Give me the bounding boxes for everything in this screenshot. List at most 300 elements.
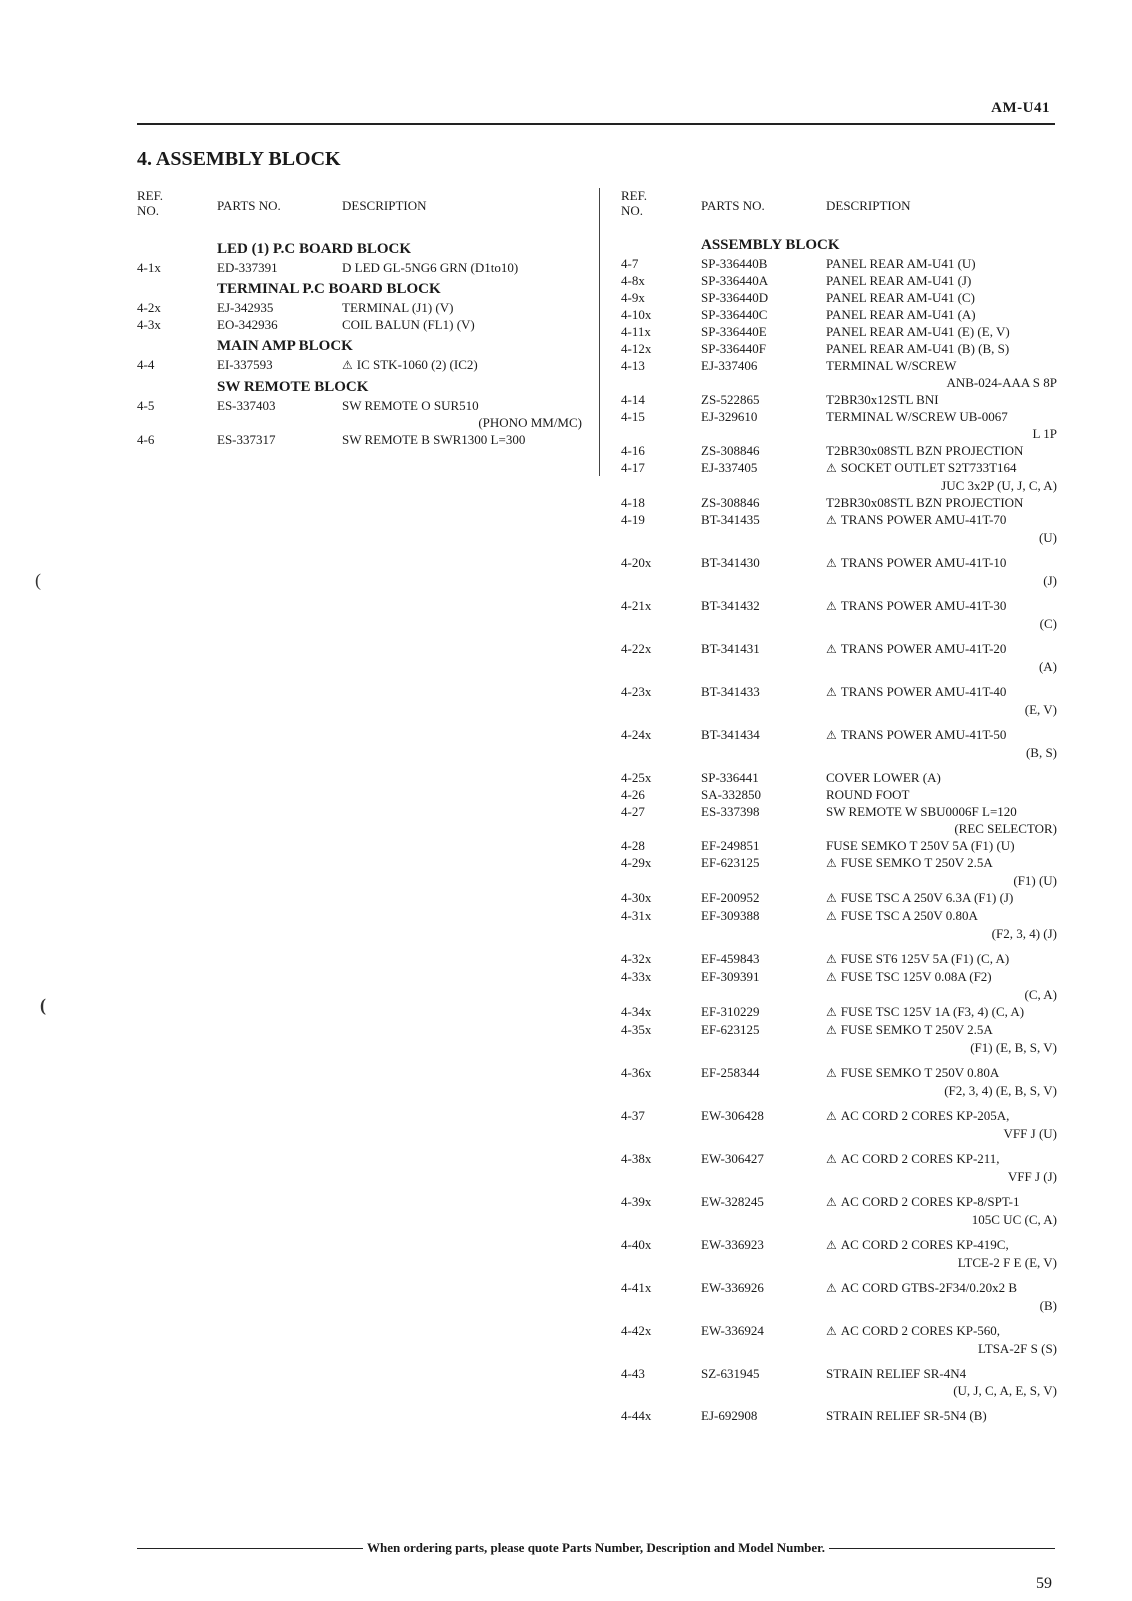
part-number: EF-623125 — [701, 1022, 760, 1037]
ref-no: 4-23x — [621, 684, 652, 699]
part-row — [621, 640, 1057, 658]
ref-no: 4-6 — [137, 432, 155, 447]
caution-triangle-icon: ⚠ — [826, 891, 837, 905]
part-row — [621, 1365, 1057, 1382]
description-text: STRAIN RELIEF SR-4N4 — [826, 1366, 967, 1381]
right-parts-list — [621, 236, 1057, 1424]
ref-no: 4-15 — [621, 409, 645, 424]
description-continuation: VFF J (U) — [1003, 1126, 1057, 1141]
part-row — [137, 299, 582, 316]
part-row — [621, 1407, 1057, 1424]
part-number: SA-332850 — [701, 787, 761, 802]
caution-triangle-icon: ⚠ — [826, 1152, 837, 1166]
part-row — [137, 431, 582, 448]
ref-no: 4-10x — [621, 307, 652, 322]
part-number: EI-337593 — [217, 357, 273, 372]
row-spacer — [621, 546, 1057, 554]
row-spacer — [621, 942, 1057, 950]
part-description — [826, 459, 1057, 477]
part-number: SP-336440A — [701, 273, 769, 288]
part-number: BT-341434 — [701, 727, 760, 742]
description-continuation: (J) — [1043, 573, 1057, 588]
footer-rule — [829, 1548, 1055, 1549]
part-row — [621, 1279, 1057, 1297]
ref-no: 4-38x — [621, 1151, 652, 1166]
part-description — [826, 1193, 1057, 1211]
part-number: BT-341433 — [701, 684, 760, 699]
part-description — [826, 340, 1057, 357]
row-spacer — [621, 632, 1057, 640]
part-number: EW-306428 — [701, 1108, 764, 1123]
description-text: PANEL REAR AM-U41 (U) — [826, 256, 976, 271]
caution-triangle-icon: ⚠ — [826, 856, 837, 870]
description-text: PANEL REAR AM-U41 (E) (E, V) — [826, 324, 1010, 339]
description-text: FUSE SEMKO T 250V 0.80A — [840, 1065, 1000, 1080]
part-row — [621, 968, 1057, 986]
part-description — [826, 494, 1057, 511]
part-description — [826, 554, 1057, 572]
caution-triangle-icon: ⚠ — [826, 1109, 837, 1123]
block-title: LED (1) P.C BOARD BLOCK — [217, 241, 412, 257]
description-text: FUSE SEMKO T 250V 2.5A — [840, 855, 993, 870]
part-row — [621, 408, 1057, 425]
model-number: AM-U41 — [991, 100, 1050, 116]
description-continuation: L 1P — [1032, 426, 1057, 441]
part-row — [621, 323, 1057, 340]
ref-no: 4-43 — [621, 1366, 645, 1381]
part-number: EF-459843 — [701, 951, 760, 966]
description-text: AC CORD 2 CORES KP-211, — [840, 1151, 1000, 1166]
ref-no: 4-18 — [621, 495, 645, 510]
part-description — [826, 1236, 1057, 1254]
block-title: TERMINAL P.C BOARD BLOCK — [217, 281, 441, 297]
part-row — [621, 1322, 1057, 1340]
row-spacer — [621, 1185, 1057, 1193]
description-text: FUSE SEMKO T 250V 2.5A — [840, 1022, 993, 1037]
ref-no: 4-39x — [621, 1194, 652, 1209]
ref-no: 4-44x — [621, 1408, 652, 1423]
part-description — [826, 803, 1057, 820]
part-row — [621, 889, 1057, 907]
caution-triangle-icon: ⚠ — [826, 1324, 837, 1338]
parts-no-header: PARTS NO. — [701, 198, 765, 213]
description-continuation: (U, J, C, A, E, S, V) — [953, 1383, 1057, 1398]
caution-triangle-icon: ⚠ — [826, 952, 837, 966]
description-text: TRANS POWER AMU-41T-40 — [840, 684, 1007, 699]
part-description — [826, 442, 1057, 459]
part-description — [826, 597, 1057, 615]
ref-no: 4-27 — [621, 804, 645, 819]
part-row — [621, 272, 1057, 289]
part-description — [826, 837, 1057, 854]
column-headers — [137, 188, 582, 236]
part-description — [826, 255, 1057, 272]
part-row — [137, 356, 582, 374]
description-continuation: VFF J (J) — [1007, 1169, 1057, 1184]
ref-no: 4-33x — [621, 969, 652, 984]
part-row — [621, 357, 1057, 374]
description-continuation: (U) — [1038, 530, 1057, 545]
ref-no: 4-21x — [621, 598, 652, 613]
part-description — [342, 356, 582, 374]
description-continuation: (REC SELECTOR) — [954, 821, 1057, 836]
part-row — [621, 683, 1057, 701]
ref-no: 4-26 — [621, 787, 645, 802]
part-row — [621, 1150, 1057, 1168]
ref-no: 4-11x — [621, 324, 651, 339]
description-continuation: ANB-024-AAA S 8P — [946, 375, 1057, 390]
ref-no: 4-28 — [621, 838, 645, 853]
part-description — [826, 1150, 1057, 1168]
ref-no: 4-34x — [621, 1004, 652, 1019]
ref-no: 4-41x — [621, 1280, 652, 1295]
row-spacer — [621, 1314, 1057, 1322]
part-row — [621, 726, 1057, 744]
ref-no: 4-5 — [137, 398, 155, 413]
part-row — [621, 1003, 1057, 1021]
description-continuation: (E, V) — [1024, 702, 1057, 717]
description-text: FUSE ST6 125V 5A (F1) (C, A) — [840, 951, 1010, 966]
description-text: FUSE SEMKO T 250V 5A (F1) (U) — [826, 838, 1015, 853]
description-text: TERMINAL (J1) (V) — [342, 300, 454, 315]
description-text: FUSE TSC 125V 0.08A (F2) — [840, 969, 992, 984]
caution-triangle-icon: ⚠ — [826, 1005, 837, 1019]
part-number: EW-336924 — [701, 1323, 764, 1338]
caution-triangle-icon: ⚠ — [826, 1023, 837, 1037]
part-row — [621, 289, 1057, 306]
parts-no-header: PARTS NO. — [217, 198, 281, 213]
part-description — [826, 306, 1057, 323]
part-description — [826, 408, 1057, 425]
part-row — [621, 854, 1057, 872]
part-description — [826, 726, 1057, 744]
ref-no: 4-22x — [621, 641, 652, 656]
description-text: TRANS POWER AMU-41T-30 — [840, 598, 1007, 613]
row-spacer — [621, 1271, 1057, 1279]
caution-triangle-icon: ⚠ — [826, 1238, 837, 1252]
page-number: 59 — [1036, 1575, 1052, 1592]
ref-no: 4-35x — [621, 1022, 652, 1037]
part-number: ZS-308846 — [701, 443, 760, 458]
part-number: SZ-631945 — [701, 1366, 760, 1381]
description-text: AC CORD 2 CORES KP-419C, — [840, 1237, 1009, 1252]
part-description — [826, 1021, 1057, 1039]
description-text: T2BR30x08STL BZN PROJECTION — [826, 495, 1024, 510]
part-row — [621, 554, 1057, 572]
row-spacer — [621, 1399, 1057, 1407]
description-text: ROUND FOOT — [826, 787, 910, 802]
description-continuation: (B) — [1039, 1298, 1057, 1313]
part-number: ZS-522865 — [701, 392, 760, 407]
block-title: MAIN AMP BLOCK — [217, 338, 353, 354]
part-description — [342, 316, 582, 333]
ref-no: 4-7 — [621, 256, 639, 271]
description-text: COIL BALUN (FL1) (V) — [342, 317, 475, 332]
ref-no: 4-9x — [621, 290, 645, 305]
part-number: SP-336440D — [701, 290, 769, 305]
part-number: EW-336926 — [701, 1280, 764, 1295]
part-number: BT-341435 — [701, 512, 760, 527]
part-number: EW-306427 — [701, 1151, 764, 1166]
description-continuation: LTSA-2F S (S) — [978, 1341, 1057, 1356]
description-text: SOCKET OUTLET S2T733T164 — [840, 460, 1017, 475]
description-continuation: 105C UC (C, A) — [971, 1212, 1057, 1227]
part-number: EF-309391 — [701, 969, 760, 984]
part-description — [826, 683, 1057, 701]
right-parts-column — [621, 188, 1057, 1424]
description-text: AC CORD 2 CORES KP-560, — [840, 1323, 1001, 1338]
caution-triangle-icon: ⚠ — [826, 461, 837, 475]
description-continuation: (F2, 3, 4) (E, B, S, V) — [944, 1083, 1057, 1098]
part-number: SP-336441 — [701, 770, 759, 785]
description-text: COVER LOWER (A) — [826, 770, 941, 785]
description-header: DESCRIPTION — [342, 198, 427, 213]
header-rule — [137, 123, 1055, 125]
part-row — [621, 1193, 1057, 1211]
part-description — [342, 397, 582, 414]
ref-no: 4-20x — [621, 555, 652, 570]
ref-no: 4-16 — [621, 443, 645, 458]
description-text: TRANS POWER AMU-41T-50 — [840, 727, 1007, 742]
description-text: FUSE TSC A 250V 6.3A (F1) (J) — [840, 890, 1014, 905]
part-number: SP-336440F — [701, 341, 767, 356]
ref-no: 4-24x — [621, 727, 652, 742]
caution-triangle-icon: ⚠ — [826, 685, 837, 699]
part-number: EW-336923 — [701, 1237, 764, 1252]
part-number: BT-341430 — [701, 555, 760, 570]
part-number: BT-341432 — [701, 598, 760, 613]
ref-no: 4-3x — [137, 317, 161, 332]
description-text: SW REMOTE W SBU0006F L=120 — [826, 804, 1017, 819]
margin-mark: ( — [40, 995, 46, 1015]
part-number: EJ-342935 — [217, 300, 274, 315]
part-row — [621, 391, 1057, 408]
description-continuation: (F1) (E, B, S, V) — [970, 1040, 1057, 1055]
part-description — [826, 1107, 1057, 1125]
ref-no-header: REF. NO. — [137, 188, 164, 218]
ref-no: 4-17 — [621, 460, 645, 475]
part-row — [621, 786, 1057, 803]
part-row — [621, 803, 1057, 820]
part-number: EF-623125 — [701, 855, 760, 870]
part-description — [826, 323, 1057, 340]
description-text: FUSE TSC 125V 1A (F3, 4) (C, A) — [840, 1004, 1025, 1019]
part-description — [826, 1322, 1057, 1340]
description-text: AC CORD 2 CORES KP-8/SPT-1 — [840, 1194, 1020, 1209]
part-row — [621, 837, 1057, 854]
caution-triangle-icon: ⚠ — [826, 909, 837, 923]
part-description — [826, 786, 1057, 803]
part-number: SP-336440C — [701, 307, 768, 322]
part-description — [826, 907, 1057, 925]
description-continuation: JUC 3x2P (U, J, C, A) — [941, 478, 1057, 493]
part-number: EJ-337405 — [701, 460, 758, 475]
ref-no: 4-40x — [621, 1237, 652, 1252]
ref-no: 4-19 — [621, 512, 645, 527]
part-description — [826, 889, 1057, 907]
caution-triangle-icon: ⚠ — [826, 556, 837, 570]
part-row — [621, 340, 1057, 357]
description-text: STRAIN RELIEF SR-5N4 (B) — [826, 1408, 987, 1423]
row-spacer — [621, 1357, 1057, 1365]
description-text: T2BR30x08STL BZN PROJECTION — [826, 443, 1024, 458]
ref-no: 4-12x — [621, 341, 652, 356]
row-spacer — [621, 589, 1057, 597]
description-text: T2BR30x12STL BNI — [826, 392, 939, 407]
margin-mark: ( — [35, 570, 41, 590]
part-number: SP-336440E — [701, 324, 767, 339]
part-row — [621, 511, 1057, 529]
row-spacer — [621, 761, 1057, 769]
description-text: TRANS POWER AMU-41T-20 — [840, 641, 1007, 656]
row-spacer — [621, 1099, 1057, 1107]
left-parts-list — [137, 240, 582, 448]
description-header: DESCRIPTION — [826, 198, 911, 213]
part-row — [621, 1021, 1057, 1039]
part-number: EF-310229 — [701, 1004, 760, 1019]
row-spacer — [621, 675, 1057, 683]
description-text: TERMINAL W/SCREW UB-0067 — [826, 409, 1008, 424]
row-spacer — [621, 1142, 1057, 1150]
description-continuation: (C, A) — [1024, 987, 1057, 1002]
part-description — [826, 1003, 1057, 1021]
part-number: EO-342936 — [217, 317, 278, 332]
part-description — [826, 289, 1057, 306]
left-parts-column — [137, 188, 582, 448]
ordering-note — [137, 1540, 1055, 1556]
ref-no: 4-29x — [621, 855, 652, 870]
description-text: SW REMOTE O SUR510 — [342, 398, 479, 413]
description-text: TRANS POWER AMU-41T-10 — [840, 555, 1007, 570]
ref-no: 4-42x — [621, 1323, 652, 1338]
part-number: EF-249851 — [701, 838, 760, 853]
description-text: AC CORD GTBS-2F34/0.20x2 B — [840, 1280, 1018, 1295]
ref-no: 4-4 — [137, 357, 155, 372]
part-row — [621, 950, 1057, 968]
part-number: ZS-308846 — [701, 495, 760, 510]
row-spacer — [621, 718, 1057, 726]
part-row — [621, 769, 1057, 786]
part-row — [621, 1107, 1057, 1125]
part-row — [621, 1064, 1057, 1082]
description-text: TERMINAL W/SCREW — [826, 358, 957, 373]
part-description — [826, 1365, 1057, 1382]
part-description — [826, 769, 1057, 786]
part-row — [137, 259, 582, 276]
part-row — [137, 397, 582, 414]
part-number: ES-337398 — [701, 804, 760, 819]
part-number: ES-337403 — [217, 398, 276, 413]
ref-no: 4-30x — [621, 890, 652, 905]
part-number: EW-328245 — [701, 1194, 764, 1209]
part-description — [826, 391, 1057, 408]
description-continuation: (F1) (U) — [1013, 873, 1057, 888]
ordering-note-text: When ordering parts, please quote Parts Number, Description and Model Number. — [367, 1540, 826, 1555]
ref-no: 4-37 — [621, 1108, 645, 1123]
description-continuation: (C) — [1039, 616, 1057, 631]
part-number: EF-258344 — [701, 1065, 760, 1080]
part-description — [826, 640, 1057, 658]
description-text: PANEL REAR AM-U41 (C) — [826, 290, 975, 305]
block-title: ASSEMBLY BLOCK — [701, 237, 840, 253]
description-continuation: LTCE-2 F E (E, V) — [957, 1255, 1057, 1270]
ref-no: 4-25x — [621, 770, 652, 785]
caution-triangle-icon: ⚠ — [826, 728, 837, 742]
part-row — [621, 255, 1057, 272]
description-text: PANEL REAR AM-U41 (J) — [826, 273, 972, 288]
ref-no: 4-32x — [621, 951, 652, 966]
ref-no: 4-2x — [137, 300, 161, 315]
description-text: IC STK-1060 (2) (IC2) — [356, 357, 478, 372]
part-description — [342, 299, 582, 316]
block-title: SW REMOTE BLOCK — [217, 379, 369, 395]
part-row — [621, 597, 1057, 615]
part-number: EF-200952 — [701, 890, 760, 905]
part-description — [826, 1064, 1057, 1082]
caution-triangle-icon: ⚠ — [342, 358, 353, 372]
description-continuation: (PHONO MM/MC) — [478, 415, 582, 430]
part-number: ED-337391 — [217, 260, 278, 275]
ref-no: 4-13 — [621, 358, 645, 373]
description-text: D LED GL-5NG6 GRN (D1to10) — [342, 260, 519, 275]
part-number: EJ-337406 — [701, 358, 758, 373]
column-headers — [621, 188, 1057, 236]
caution-triangle-icon: ⚠ — [826, 642, 837, 656]
part-row — [621, 907, 1057, 925]
caution-triangle-icon: ⚠ — [826, 513, 837, 527]
row-spacer — [621, 1228, 1057, 1236]
row-spacer — [621, 1056, 1057, 1064]
part-description — [826, 1407, 1057, 1424]
description-continuation: (A) — [1038, 659, 1057, 674]
description-continuation: (B, S) — [1025, 745, 1057, 760]
column-divider — [599, 188, 600, 476]
ref-no: 4-1x — [137, 260, 161, 275]
description-text: PANEL REAR AM-U41 (B) (B, S) — [826, 341, 1010, 356]
description-text: PANEL REAR AM-U41 (A) — [826, 307, 976, 322]
part-description — [342, 431, 582, 448]
section-title: 4. ASSEMBLY BLOCK — [137, 148, 341, 170]
description-continuation: (F2, 3, 4) (J) — [991, 926, 1057, 941]
part-number: ES-337317 — [217, 432, 276, 447]
description-text: SW REMOTE B SWR1300 L=300 — [342, 432, 526, 447]
part-row — [621, 494, 1057, 511]
ref-no: 4-14 — [621, 392, 645, 407]
part-description — [826, 272, 1057, 289]
part-row — [621, 442, 1057, 459]
part-number: EJ-692908 — [701, 1408, 758, 1423]
part-row — [621, 1236, 1057, 1254]
part-description — [826, 968, 1057, 986]
description-text: AC CORD 2 CORES KP-205A, — [840, 1108, 1010, 1123]
ref-no-header: REF. NO. — [621, 188, 648, 218]
part-number: EJ-329610 — [701, 409, 758, 424]
part-description — [826, 357, 1057, 374]
caution-triangle-icon: ⚠ — [826, 1066, 837, 1080]
ref-no: 4-8x — [621, 273, 645, 288]
part-description — [826, 950, 1057, 968]
description-text: FUSE TSC A 250V 0.80A — [840, 908, 978, 923]
caution-triangle-icon: ⚠ — [826, 1281, 837, 1295]
caution-triangle-icon: ⚠ — [826, 1195, 837, 1209]
part-description — [826, 511, 1057, 529]
part-description — [342, 259, 582, 276]
ref-no: 4-31x — [621, 908, 652, 923]
caution-triangle-icon: ⚠ — [826, 970, 837, 984]
footer-rule — [137, 1548, 363, 1549]
description-text: TRANS POWER AMU-41T-70 — [840, 512, 1007, 527]
part-number: SP-336440B — [701, 256, 768, 271]
